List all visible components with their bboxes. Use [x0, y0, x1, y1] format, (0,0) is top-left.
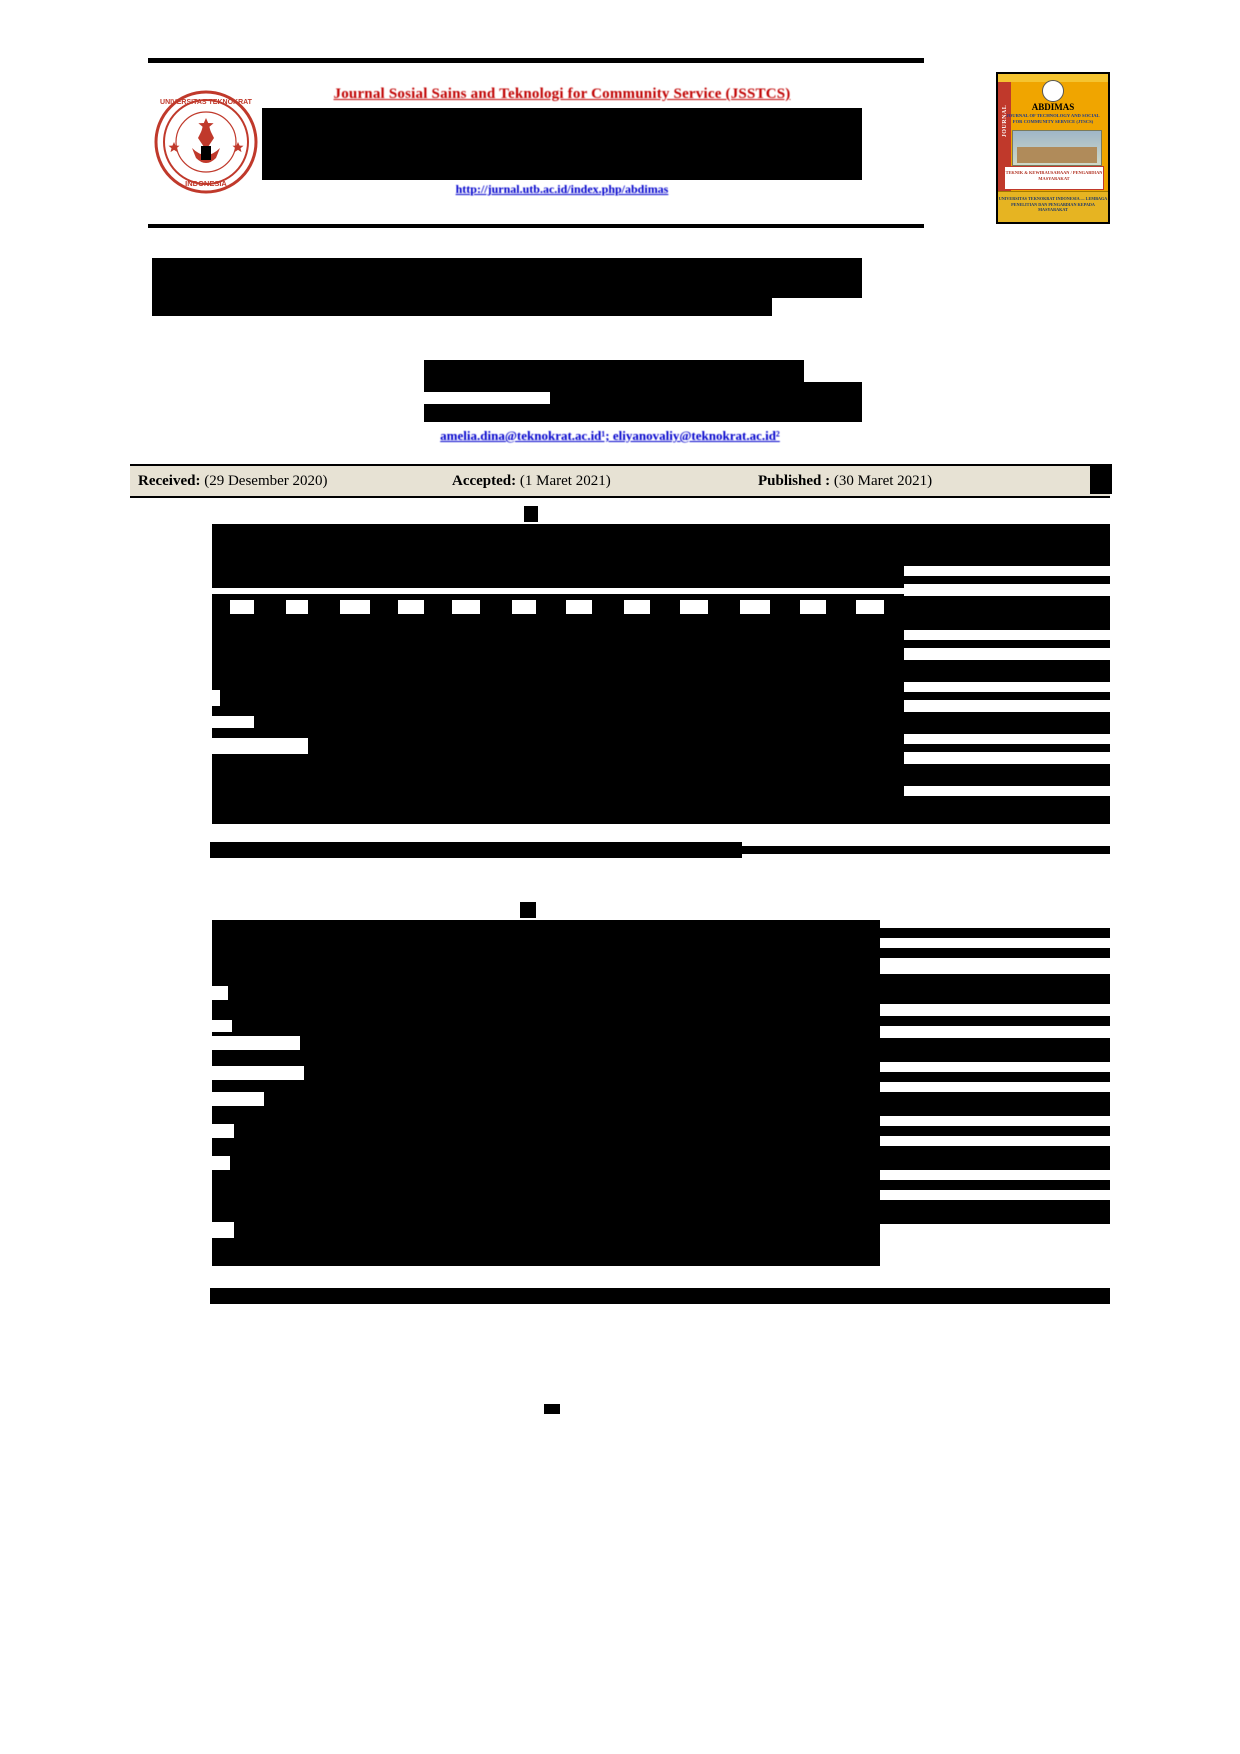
abstrak-gap-7 [212, 1156, 230, 1170]
abstract-gap-5 [398, 600, 424, 614]
abstrak-right-line-2 [880, 948, 1110, 958]
abstract-right-line-4 [904, 660, 1110, 682]
header-rule-top [148, 58, 924, 63]
abstrak-gap-3 [212, 1036, 300, 1050]
cover-spine-text: JOURNAL [1002, 104, 1008, 138]
kata-kunci-line-redacted [210, 1288, 1110, 1304]
author-emails[interactable]: amelia.dina@teknokrat.ac.id¹; eliyanovaliy@teknokrat.ac.id² [440, 428, 780, 443]
abstract-right-line-2 [904, 596, 1110, 630]
abstract-gap-14 [212, 690, 220, 706]
page-number-redacted [544, 1404, 560, 1414]
cover-footer [998, 191, 1108, 222]
abstract-gap-8 [566, 600, 592, 614]
abstract-right-line-8 [904, 764, 1110, 786]
abstrak-gap-5 [212, 1092, 264, 1106]
cover-sash-text: TEKNIK & KEWIRAUSAHAAN / PENGABDIAN MASYARAKAT [1005, 170, 1103, 181]
abstract-gap-2 [230, 600, 254, 614]
abstrak-gap-1 [212, 986, 228, 1000]
abstrak-body-redacted [212, 920, 880, 1266]
abstract-gap-6 [452, 600, 480, 614]
abstract-gap-7 [512, 600, 536, 614]
cover-title: ABDIMAS [1031, 102, 1075, 112]
abstract-gap-13 [856, 600, 884, 614]
received-value: (29 Desember 2020) [204, 472, 328, 489]
abstrak-right-line-4 [880, 1016, 1110, 1026]
svg-text:INDONESIA: INDONESIA [185, 179, 227, 188]
accepted-label: Accepted: [452, 472, 517, 489]
author-affiliation-redacted-2 [550, 382, 862, 404]
abstrak-right-line-9 [880, 1146, 1110, 1170]
accepted-segment [452, 473, 611, 490]
cover-photo [1012, 130, 1102, 166]
published-label: Published : [758, 472, 831, 489]
abstract-gap-15 [212, 716, 254, 728]
author-names-redacted [424, 360, 804, 382]
abstrak-right-line-11 [880, 1200, 1110, 1224]
abstrak-gap-6 [212, 1124, 234, 1138]
journal-cover-image [996, 72, 1110, 224]
publication-dates-bar [130, 464, 1110, 498]
abstract-gap-4 [340, 600, 370, 614]
abstract-right-line-1 [904, 576, 1110, 584]
abstract-right-line-6 [904, 712, 1110, 734]
received-segment [138, 473, 328, 490]
keywords-line-right [742, 846, 1110, 854]
abstrak-right-line-8 [880, 1126, 1110, 1136]
abstrak-right-line-6 [880, 1072, 1110, 1082]
abstract-right-line-9 [904, 796, 1110, 824]
abstract-right-line-5 [904, 692, 1110, 700]
cover-subtitle: JOURNAL OF TECHNOLOGY AND SOCIAL FOR COMMUNITY SERVICE (JTSCS) [1006, 113, 1100, 124]
abstract-body-redacted [212, 524, 904, 824]
abstrak-right-line-1 [880, 928, 1110, 938]
abstrak-right-line-3 [880, 974, 1110, 1004]
keywords-line-redacted [210, 842, 742, 858]
abstract-right-line-7 [904, 744, 1110, 752]
journal-title: Journal Sosial Sains and Teknologi for Community Service (JSSTCS) [333, 86, 791, 102]
abstract-gap-3 [286, 600, 308, 614]
article-title-redacted-line-1 [152, 258, 334, 298]
svg-text:UNIVERSITAS TEKNOKRAT: UNIVERSITAS TEKNOKRAT [160, 99, 252, 106]
cover-sash [1004, 166, 1104, 190]
abstract-gap-1 [212, 588, 904, 594]
header-rule-bottom [148, 224, 924, 228]
abstract-gap-9 [624, 600, 650, 614]
article-title-redacted-line-2 [152, 298, 772, 316]
abstrak-gap-4 [212, 1066, 304, 1080]
dates-bar-right-redaction [1090, 464, 1112, 494]
cover-crest-icon [1042, 80, 1064, 102]
abstrak-right-line-10 [880, 1180, 1110, 1190]
received-label: Received: [138, 472, 201, 489]
author-affiliation-redacted-3 [424, 404, 862, 422]
abstract-gap-16 [212, 738, 308, 754]
abstract-right-margin-redacted [904, 524, 1110, 566]
accepted-value: (1 Maret 2021) [519, 472, 611, 489]
author-affiliation-redacted-1 [424, 382, 550, 392]
abstract-gap-11 [740, 600, 770, 614]
cover-footer-text: UNIVERSITAS TEKNOKRAT INDONESIA — LEMBAGA PENELITIAN DAN PENGABDIAN KEPADA MASYARAKAT [998, 196, 1108, 213]
published-segment [758, 473, 932, 490]
abstrak-gap-8 [212, 1222, 234, 1238]
published-value: (30 Maret 2021) [833, 472, 933, 489]
abstrak-right-line-7 [880, 1092, 1110, 1116]
article-title-redacted-line-1b [334, 258, 862, 298]
journal-header-redacted [262, 108, 862, 180]
abstract-gap-12 [800, 600, 826, 614]
abstrak-right-line-5 [880, 1038, 1110, 1062]
university-logo [152, 88, 260, 196]
abstract-heading-redacted [524, 506, 538, 522]
journal-url-link[interactable]: http://jurnal.utb.ac.id/index.php/abdimas [455, 182, 669, 196]
abstract-gap-10 [680, 600, 708, 614]
abstrak-heading-redacted [520, 902, 536, 918]
abstract-right-line-3 [904, 640, 1110, 648]
abstrak-gap-2 [212, 1020, 232, 1032]
